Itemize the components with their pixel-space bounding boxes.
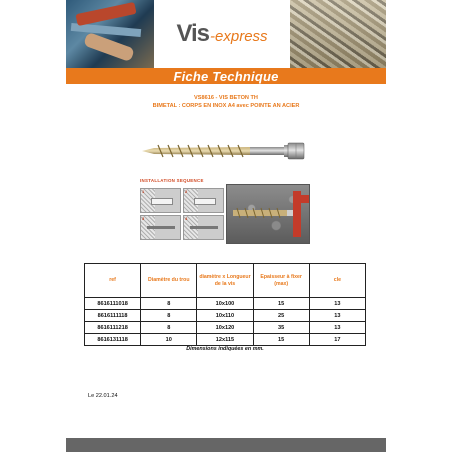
cell-key: 13 [309, 310, 365, 322]
header-banner [66, 0, 386, 68]
cell-key: 13 [309, 298, 365, 310]
title-bar [66, 68, 386, 84]
header-hole-diameter: Diamètre du trou [141, 264, 197, 298]
document-date: Le 22.01.24 [88, 393, 118, 399]
product-subtitle: BIMETAL : CORPS EN INOX A4 avec POINTE AN ACIER [152, 103, 300, 109]
table-row [85, 298, 366, 310]
install-step-2 [183, 188, 224, 213]
step-number: 2 [185, 189, 188, 194]
header-ref: ref [85, 264, 141, 298]
step-number: 1 [142, 189, 145, 194]
install-step-1 [140, 188, 181, 213]
step-number: 4 [185, 216, 188, 221]
cell-screw-size: 10x110 [197, 310, 253, 322]
step-number: 3 [142, 216, 145, 221]
header-key: cle [309, 264, 365, 298]
table-header-row [85, 264, 366, 298]
installation-label: INSTALLATION SEQUENCE [140, 178, 204, 183]
screw-image [140, 138, 310, 166]
cell-hole-diameter: 8 [141, 322, 197, 334]
screws-photo [290, 0, 386, 68]
install-step-3 [140, 215, 181, 240]
table-row [85, 322, 366, 334]
cell-screw-size: 12x115 [197, 334, 253, 346]
cell-screw-size: 10x120 [197, 322, 253, 334]
header-thickness: Epaisseur à fixer (max) [253, 264, 309, 298]
header-screw-size: diamètre x Longueur de la vis [197, 264, 253, 298]
cell-ref: 8616111218 [85, 322, 141, 334]
install-step-4 [183, 215, 224, 240]
cell-hole-diameter: 8 [141, 298, 197, 310]
cell-ref: 8616111018 [85, 298, 141, 310]
table-row [85, 310, 366, 322]
brand-name-main: Vis [176, 20, 210, 47]
cell-hole-diameter: 8 [141, 310, 197, 322]
cell-hole-diameter: 10 [141, 334, 197, 346]
cell-thickness: 35 [253, 322, 309, 334]
spec-table [84, 263, 366, 346]
cell-screw-size: 10x100 [197, 298, 253, 310]
footer-bar [66, 438, 386, 452]
brand-logo [154, 0, 290, 68]
cell-key: 13 [309, 322, 365, 334]
sheet-title: Fiche Technique [173, 68, 279, 84]
table-row [85, 334, 366, 346]
dimensions-note: Dimensions indiquées en mm. [186, 346, 264, 352]
cell-thickness: 15 [253, 334, 309, 346]
tools-photo [66, 0, 154, 68]
cell-ref: 8616111118 [85, 310, 141, 322]
brand-name-accent: -express [210, 27, 268, 45]
cell-ref: 8616131118 [85, 334, 141, 346]
cell-thickness: 15 [253, 298, 309, 310]
installed-screw-photo [226, 184, 310, 244]
cell-thickness: 25 [253, 310, 309, 322]
product-title: VS8616 - VIS BETON TH [194, 95, 258, 101]
cell-key: 17 [309, 334, 365, 346]
